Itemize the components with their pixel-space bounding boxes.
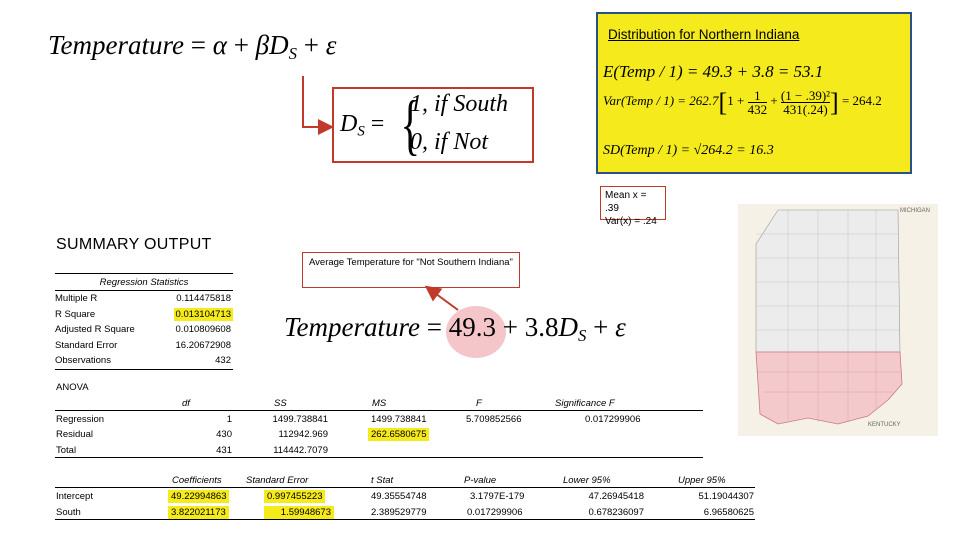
case-not: 0, if Not [410,129,489,155]
anova-rule-top [55,410,703,411]
map-label-michigan: MICHIGAN [900,208,930,214]
model-equation: Temperature = $\alpha + \beta D_S + \varepsilon$ [48,30,337,64]
stat-row-adj-r-square: Adjusted R Square 0.010809608 [55,324,231,335]
coef-header-tstat: t Stat [371,475,394,486]
mean-variance-note: Mean x = .39 Var(x) = .24 [600,186,666,220]
stat-row-standard-error: Standard Error 16.20672908 [55,339,231,351]
regression-statistics-header: Regression Statistics [55,274,233,291]
indiana-map [738,204,938,436]
anova-header-f: F [476,398,482,409]
coef-header-se: Standard Error [246,475,309,486]
dummy-definition-box: $D_S$ = { 1, if South 0, if Not [332,87,534,163]
residual-ms-highlight: 262.6580675 [368,428,429,441]
anova-header-sigf: Significance F [555,398,615,409]
intercept-se-highlight: 0.997455223 [264,490,325,503]
coef-header-pvalue: P-value [464,475,497,486]
anova-header-ms: MS [372,398,387,409]
map-label-kentucky: KENTUCKY [868,422,901,428]
variance-line: Var(Temp / 1) = 262.7[1 + $\frac{1}{432}$ + $\frac{\text{(1 − .39)²}}{431(.24)}$ ] = 264.2 [603,87,882,117]
average-arrow [428,288,458,310]
coef-rule-top [55,487,755,488]
stat-row-multiple-r: Multiple R 0.114475818 [55,293,231,304]
anova-header-ss: SS [274,398,287,409]
south-se-highlight: 1.59948673 [264,506,334,519]
regression-equation: Temperature = $49.3 + 3.8D_S + \varepsilon$ [284,312,626,346]
brace-symbol: { [400,86,421,162]
distribution-title: Distribution for Northern Indiana [608,27,800,42]
anova-header-df: df [182,398,190,409]
coef-header-coefficients: Coefficients [172,475,222,486]
sd-line: SD(Temp / 1) = √264.2 = 16.3 [603,143,774,158]
stat-row-r-square: R Square 0.013104713 [55,308,231,320]
average-temperature-note: Average Temperature for "Not Southern Indiana" [302,252,520,288]
anova-row-label: Residual [56,429,93,440]
anova-row-label: Regression [56,414,105,425]
south-coef-highlight: 3.822021173 [168,506,229,519]
anova-row-label: Total [56,445,77,456]
expected-value-line: E(Temp / 1) = 49.3 + 3.8 = 53.1 [603,62,824,81]
coef-rule-bottom [55,519,755,520]
dummy-arrow [303,76,330,127]
anova-rule-bottom [55,457,703,458]
coef-row-label: Intercept [56,491,93,502]
coef-header-upper: Upper 95% [678,475,726,486]
summary-title: SUMMARY OUTPUT [56,236,212,253]
coef-row-label: South [56,507,81,518]
intercept-coef-highlight: 49.22994863 [168,490,229,503]
anova-title: ANOVA [56,382,89,393]
coef-header-lower: Lower 95% [563,475,611,486]
case-south: 1, if South [410,91,509,117]
north-region [756,210,900,352]
stat-row-observations: Observations 432 [55,355,231,366]
